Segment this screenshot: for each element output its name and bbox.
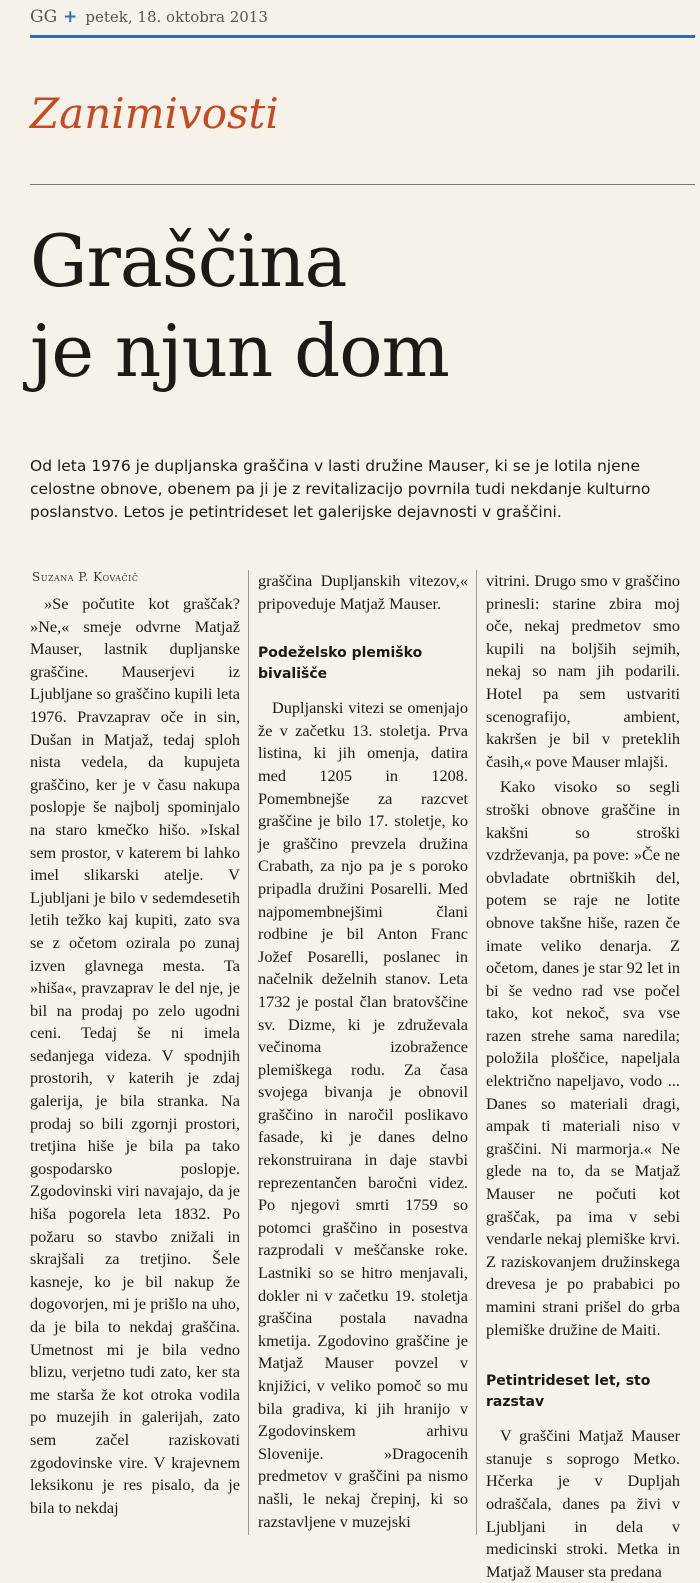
- column-divider: [476, 570, 477, 1535]
- paragraph: vitrini. Drugo smo v graščino prinesli: starine zbira moj oče, nekaj predmetov smo kupili na boljših sejmih, nekaj so nam jih podarili. Hotel pa sem ustvariti scenografijo, ambient, kakršen je bil v preteklih časih,« pove Mauser mlajši.: [486, 571, 680, 771]
- issue-date: petek, 18. oktobra 2013: [85, 8, 268, 26]
- byline: Suzana P. Kovačič: [32, 570, 139, 584]
- subheading: Petintrideset let, sto razstav: [486, 1373, 651, 1411]
- plus-icon: +: [63, 7, 78, 27]
- header-rule: [30, 35, 695, 38]
- paragraph: Kako visoko so segli stroški obnove graščine in kakšni so stroški vzdrževanja, pa pove: »Če ne obvladate obrtniških del, potem se raje ne lotite obnove takšne hiše, razen če imate veliko denarja. Z očetom, danes je star 92 let in bi še vedno rad vse počel tako, kot nekoč, sva vse razen strehe sama naredila; položila ploščice, napeljala električno napeljavo, vodo ... Danes so materiali dragi, ampak ti materiali niso v graščini. Ni marmorja.« Ne glede na to, da se Matjaž Mauser ne počuti kot graščak, pa ima v sebi vendarle nekaj plemiške krvi. Z raziskovanjem družinskega drevesa je po prababici po mamini strani prišel do grba plemiške družine de Maiti.: [486, 777, 680, 1339]
- article-lead: Od leta 1976 je dupljanska graščina v lasti družine Mauser, ki se je lotila njene celostne obnove, obenem pa ji je z revitalizacijo povrnila tudi nekdanje kulturno poslanstvo. Letos je petintrideset let galerijske dejavnosti v graščini.: [30, 457, 651, 521]
- column-3: [486, 570, 680, 1583]
- article-headline: [30, 216, 670, 396]
- section-rule: [30, 184, 695, 185]
- column-divider: [248, 570, 249, 1535]
- headline-line-2: je njun dom: [30, 309, 449, 393]
- column-2: [258, 570, 468, 1533]
- section-title: Zanimivosti: [30, 89, 279, 138]
- publication-logo: GG: [30, 7, 58, 27]
- paragraph: V graščini Matjaž Mauser stanuje s soprogo Metko. Hčerka je v Dupljah odraščala, danes pa živi v Ljubljani in dela v medicinski stroki. Metka in Matjaž Mauser sta predana: [486, 1426, 680, 1581]
- paragraph: graščina Dupljanskih vitezov,« pripoveduje Matjaž Mauser.: [258, 571, 468, 613]
- paragraph: »Se počutite kot graščak? »Ne,« smeje odvrne Matjaž Mauser, lastnik dupljanske graščine. Mauserjevi iz Ljubljane so graščino kupili leta 1976. Pravzaprav oče in sin, Dušan in Matjaž, tedaj sploh nista vedela, da kupujeta graščino, ker je v času nakupa poslopje še najbolj spominjalo na staro kmečko hišo. »Iskal sem prostor, v katerem bi lahko imel slikarski atelje. V Ljubljani je bilo v sedemdesetih letih težko kaj kupiti, zato sva se z očetom ozirala po zunaj izven glavnega mesta. Ta »hiša«, pravzaprav le del nje, je bil na prodaj po zelo ugodni ceni. Tedaj še ni imela sedanjega videza. V spodnjih prostorih, v katerih je zdaj galerija, je bila stranka. Na prodaj so bili zgornji prostori, tretjina hiše je bila pa tako gospodarsko poslopje. Zgodovinski viri navajajo, da je hiša pogorela leta 1832. Po požaru so stavbo znižali in skrajšali za tretjino. Šele kasneje, ko je bil nakup že dogovorjen, mi je prišlo na uho, da je bila to nekdaj graščina. Umetnost mi je bila vedno blizu, verjetno tudi zato, ker sta me starša že kot otroka vodila po muzejih in galerijah, zato sem začel raziskovati zgodovinske vire. V krajevnem leksikonu je res pisalo, da je bila to nekdaj: [30, 594, 240, 1517]
- paragraph: Dupljanski vitezi se omenjajo že v začetku 13. stoletja. Prva listina, ki jih omenja, datira med 1205 in 1208. Pomembnejše za razcvet graščine je bilo 17. stoletje, ko je graščino prevzela družina Crabath, za njo pa je s poroko pripadla družini Posarelli. Med najpomembnejšimi člani rodbine je bil Anton Franc Jožef Posarelli, poslanec in načelnik deželnih stanov. Leta 1732 je postal član bratovščine sv. Dizme, ki je združevala večinoma izobražence plemiškega rodu. Za časa svojega bivanja je obnovil graščino in naročil poslikavo fasade, ki je danes delno rekonstruirana in daje stavbi reprezentančen baročni videz. Po njegovi smrti 1759 so potomci graščino in posestva razprodali v meščanske roke. Lastniki so se hitro menjavali, dokler ni v začetku 19. stoletja graščina postala navadna kmetija. Zgodovino graščine je Matjaž Mauser povzel v knjižici, v veliko pomoč so mu bila gradiva, ki jih hranijo v Zgodovinskem arhivu Slovenije. »Dragocenih predmetov v graščini pa nismo našli, le nekaj črepinj, ki so razstavljene v muzejski: [258, 698, 468, 1531]
- headline-line-1: Graščina: [30, 219, 347, 303]
- page-header: [30, 0, 675, 34]
- column-1: [30, 593, 240, 1519]
- subheading: Podeželsko plemiško bivališče: [258, 645, 423, 683]
